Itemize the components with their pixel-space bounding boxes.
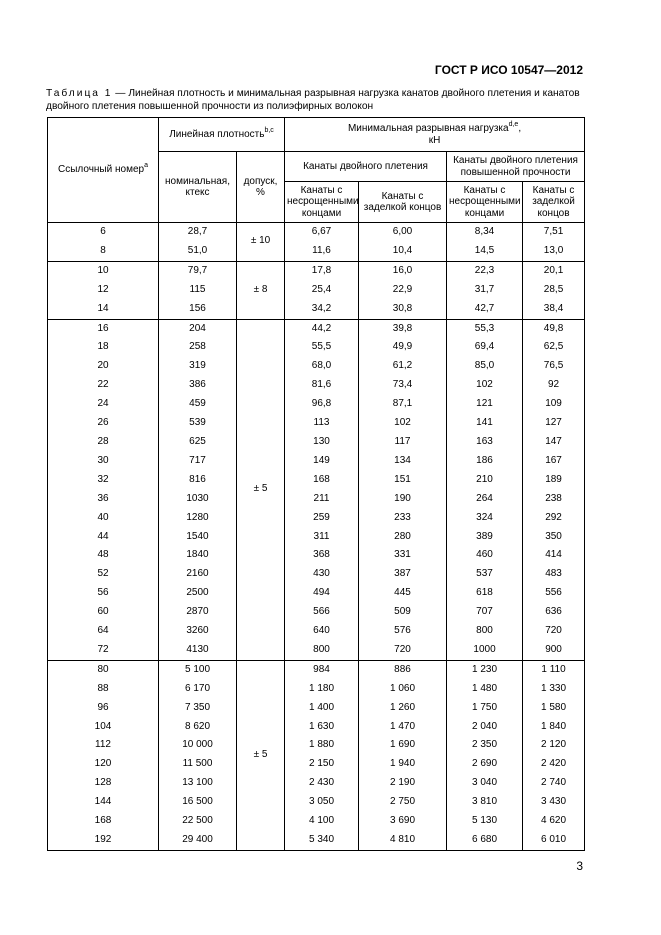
unspliced-hs-cell: 324 (447, 509, 523, 528)
ref-number-cell: 80 (48, 660, 159, 679)
ref-number-cell: 44 (48, 528, 159, 547)
spliced-cell: 190 (359, 490, 447, 509)
table-row (48, 433, 585, 452)
unspliced-hs-cell: 163 (447, 433, 523, 452)
unspliced-hs-cell: 121 (447, 395, 523, 414)
spliced-cell: 576 (359, 622, 447, 641)
unspliced-hs-cell: 55,3 (447, 319, 523, 338)
unspliced-hs-cell: 2 690 (447, 755, 523, 774)
unspliced-cell: 311 (285, 528, 359, 547)
spliced-hs-cell: 483 (523, 565, 585, 584)
spliced-cell: 720 (359, 641, 447, 660)
unspliced-cell: 368 (285, 546, 359, 565)
nominal-cell: 1540 (159, 528, 237, 547)
unspliced-cell: 984 (285, 660, 359, 679)
unspliced-hs-cell: 85,0 (447, 357, 523, 376)
unspliced-hs-cell: 186 (447, 452, 523, 471)
ref-number-cell: 52 (48, 565, 159, 584)
header-linear-density: Линейная плотность$^{b,c}$ (159, 118, 285, 152)
unspliced-cell: 494 (285, 584, 359, 603)
spliced-cell: 16,0 (359, 261, 447, 280)
spliced-cell: 331 (359, 546, 447, 565)
table-row (48, 223, 585, 242)
header-double-braid-hs: Канаты двойного плетения повышенной прочности (447, 152, 585, 182)
unspliced-hs-cell: 1000 (447, 641, 523, 660)
ref-number-cell: 104 (48, 718, 159, 737)
tolerance-cell: ± 5 (237, 319, 285, 660)
unspliced-hs-cell: 618 (447, 584, 523, 603)
unspliced-cell: 1 400 (285, 699, 359, 718)
unspliced-hs-cell: 31,7 (447, 281, 523, 300)
nominal-cell: 79,7 (159, 261, 237, 280)
unspliced-cell: 4 100 (285, 812, 359, 831)
unspliced-cell: 800 (285, 641, 359, 660)
caption-lead: Таблица 1 (46, 88, 113, 99)
table-row (48, 565, 585, 584)
table-row (48, 774, 585, 793)
nominal-cell: 204 (159, 319, 237, 338)
spliced-hs-cell: 292 (523, 509, 585, 528)
spliced-hs-cell: 720 (523, 622, 585, 641)
spliced-hs-cell: 38,4 (523, 300, 585, 319)
ref-number-cell: 24 (48, 395, 159, 414)
unspliced-hs-cell: 537 (447, 565, 523, 584)
ref-number-cell: 30 (48, 452, 159, 471)
ref-number-cell: 40 (48, 509, 159, 528)
nominal-cell: 258 (159, 338, 237, 357)
spliced-hs-cell: 92 (523, 376, 585, 395)
nominal-cell: 2870 (159, 603, 237, 622)
spliced-cell: 280 (359, 528, 447, 547)
spliced-cell: 49,9 (359, 338, 447, 357)
unspliced-cell: 6,67 (285, 223, 359, 242)
spliced-hs-cell: 414 (523, 546, 585, 565)
spliced-hs-cell: 4 620 (523, 812, 585, 831)
table-row (48, 509, 585, 528)
spliced-cell: 1 060 (359, 680, 447, 699)
table-row (48, 736, 585, 755)
nominal-cell: 1840 (159, 546, 237, 565)
unspliced-cell: 1 180 (285, 680, 359, 699)
unspliced-hs-cell: 141 (447, 414, 523, 433)
spliced-hs-cell: 1 330 (523, 680, 585, 699)
spliced-hs-cell: 49,8 (523, 319, 585, 338)
spliced-hs-cell: 147 (523, 433, 585, 452)
unspliced-cell: 11,6 (285, 242, 359, 261)
ref-number-cell: 10 (48, 261, 159, 280)
unspliced-cell: 113 (285, 414, 359, 433)
unspliced-cell: 566 (285, 603, 359, 622)
table-body (48, 223, 585, 851)
unspliced-cell: 17,8 (285, 261, 359, 280)
tolerance-cell: ± 5 (237, 660, 285, 850)
table-row (48, 831, 585, 850)
unspliced-hs-cell: 42,7 (447, 300, 523, 319)
spliced-cell: 151 (359, 471, 447, 490)
spliced-hs-cell: 2 420 (523, 755, 585, 774)
header-min-break-load: Минимальная разрывная нагрузка$^{d,e}$, кН (285, 118, 585, 152)
document-header: ГОСТ Р ИСО 10547—2012 (434, 63, 583, 77)
ref-number-cell: 168 (48, 812, 159, 831)
spliced-cell: 61,2 (359, 357, 447, 376)
caption-text: — Линейная плотность и минимальная разрывная нагрузка канатов двойного плетения и канатов двойного плетения повышенной прочности из полиэфирных волокон (46, 88, 580, 112)
ref-number-cell: 48 (48, 546, 159, 565)
unspliced-hs-cell: 210 (447, 471, 523, 490)
nominal-cell: 319 (159, 357, 237, 376)
unspliced-cell: 2 430 (285, 774, 359, 793)
unspliced-hs-cell: 14,5 (447, 242, 523, 261)
table-row (48, 242, 585, 261)
unspliced-cell: 430 (285, 565, 359, 584)
spliced-cell: 3 690 (359, 812, 447, 831)
nominal-cell: 717 (159, 452, 237, 471)
page-number: 3 (576, 859, 583, 873)
spliced-cell: 22,9 (359, 281, 447, 300)
spliced-hs-cell: 167 (523, 452, 585, 471)
table-row (48, 546, 585, 565)
header-nominal: номинальная, ктекс (159, 152, 237, 223)
unspliced-cell: 55,5 (285, 338, 359, 357)
ref-number-cell: 96 (48, 699, 159, 718)
nominal-cell: 3260 (159, 622, 237, 641)
spliced-cell: 87,1 (359, 395, 447, 414)
ref-number-cell: 32 (48, 471, 159, 490)
ref-number-cell: 56 (48, 584, 159, 603)
table-row (48, 471, 585, 490)
ref-number-cell: 12 (48, 281, 159, 300)
header-unspliced: Канаты с несрощенными концами (285, 182, 359, 223)
spliced-cell: 10,4 (359, 242, 447, 261)
unspliced-hs-cell: 102 (447, 376, 523, 395)
spliced-cell: 2 750 (359, 793, 447, 812)
table-row (48, 755, 585, 774)
unspliced-hs-cell: 389 (447, 528, 523, 547)
unspliced-hs-cell: 264 (447, 490, 523, 509)
table-row (48, 395, 585, 414)
spliced-hs-cell: 109 (523, 395, 585, 414)
ref-number-cell: 28 (48, 433, 159, 452)
spliced-cell: 102 (359, 414, 447, 433)
table-row (48, 319, 585, 338)
header-tolerance: допуск, % (237, 152, 285, 223)
unspliced-cell: 68,0 (285, 357, 359, 376)
spliced-hs-cell: 1 840 (523, 718, 585, 737)
header-spliced: Канаты с заделкой концов (359, 182, 447, 223)
ref-number-cell: 14 (48, 300, 159, 319)
spliced-cell: 73,4 (359, 376, 447, 395)
table-row (48, 680, 585, 699)
unspliced-cell: 5 340 (285, 831, 359, 850)
table-row (48, 718, 585, 737)
unspliced-cell: 149 (285, 452, 359, 471)
nominal-cell: 22 500 (159, 812, 237, 831)
nominal-cell: 8 620 (159, 718, 237, 737)
spliced-cell: 886 (359, 660, 447, 679)
spliced-hs-cell: 76,5 (523, 357, 585, 376)
unspliced-cell: 96,8 (285, 395, 359, 414)
header-spliced-hs: Канаты с заделкой концов (523, 182, 585, 223)
unspliced-hs-cell: 1 750 (447, 699, 523, 718)
spliced-cell: 509 (359, 603, 447, 622)
unspliced-hs-cell: 3 040 (447, 774, 523, 793)
unspliced-hs-cell: 1 480 (447, 680, 523, 699)
nominal-cell: 16 500 (159, 793, 237, 812)
nominal-cell: 4130 (159, 641, 237, 660)
unspliced-hs-cell: 1 230 (447, 660, 523, 679)
nominal-cell: 11 500 (159, 755, 237, 774)
spliced-cell: 134 (359, 452, 447, 471)
spliced-hs-cell: 1 580 (523, 699, 585, 718)
ref-number-cell: 192 (48, 831, 159, 850)
ref-number-cell: 22 (48, 376, 159, 395)
unspliced-cell: 130 (285, 433, 359, 452)
spliced-hs-cell: 900 (523, 641, 585, 660)
nominal-cell: 539 (159, 414, 237, 433)
spliced-cell: 1 260 (359, 699, 447, 718)
nominal-cell: 13 100 (159, 774, 237, 793)
spliced-cell: 39,8 (359, 319, 447, 338)
tolerance-cell: ± 8 (237, 261, 285, 319)
unspliced-hs-cell: 460 (447, 546, 523, 565)
table-row (48, 452, 585, 471)
table-row (48, 414, 585, 433)
nominal-cell: 29 400 (159, 831, 237, 850)
nominal-cell: 28,7 (159, 223, 237, 242)
spliced-hs-cell: 636 (523, 603, 585, 622)
spliced-hs-cell: 1 110 (523, 660, 585, 679)
unspliced-hs-cell: 800 (447, 622, 523, 641)
unspliced-cell: 1 630 (285, 718, 359, 737)
table-row (48, 528, 585, 547)
unspliced-cell: 1 880 (285, 736, 359, 755)
nominal-cell: 625 (159, 433, 237, 452)
ref-number-cell: 6 (48, 223, 159, 242)
unspliced-hs-cell: 707 (447, 603, 523, 622)
nominal-cell: 1030 (159, 490, 237, 509)
table-row (48, 584, 585, 603)
unspliced-cell: 168 (285, 471, 359, 490)
table-row (48, 261, 585, 280)
data-table (47, 117, 585, 851)
nominal-cell: 6 170 (159, 680, 237, 699)
header-unspliced-hs: Канаты с несрощенными концами (447, 182, 523, 223)
table-row (48, 357, 585, 376)
ref-number-cell: 36 (48, 490, 159, 509)
spliced-hs-cell: 2 740 (523, 774, 585, 793)
unspliced-hs-cell: 2 040 (447, 718, 523, 737)
table-row (48, 812, 585, 831)
unspliced-hs-cell: 6 680 (447, 831, 523, 850)
spliced-hs-cell: 62,5 (523, 338, 585, 357)
ref-number-cell: 26 (48, 414, 159, 433)
unspliced-cell: 25,4 (285, 281, 359, 300)
spliced-cell: 6,00 (359, 223, 447, 242)
nominal-cell: 386 (159, 376, 237, 395)
spliced-cell: 1 940 (359, 755, 447, 774)
table-row (48, 376, 585, 395)
unspliced-hs-cell: 5 130 (447, 812, 523, 831)
spliced-hs-cell: 189 (523, 471, 585, 490)
unspliced-hs-cell: 8,34 (447, 223, 523, 242)
spliced-cell: 4 810 (359, 831, 447, 850)
unspliced-cell: 81,6 (285, 376, 359, 395)
spliced-hs-cell: 13,0 (523, 242, 585, 261)
table-row (48, 641, 585, 660)
spliced-hs-cell: 127 (523, 414, 585, 433)
header-ref-number: Ссылочный номер$^a$ (48, 118, 159, 223)
table-row (48, 281, 585, 300)
ref-number-cell: 64 (48, 622, 159, 641)
spliced-hs-cell: 20,1 (523, 261, 585, 280)
ref-number-cell: 72 (48, 641, 159, 660)
nominal-cell: 10 000 (159, 736, 237, 755)
ref-number-cell: 20 (48, 357, 159, 376)
ref-number-cell: 120 (48, 755, 159, 774)
spliced-cell: 1 470 (359, 718, 447, 737)
unspliced-cell: 211 (285, 490, 359, 509)
unspliced-hs-cell: 2 350 (447, 736, 523, 755)
table-row (48, 622, 585, 641)
spliced-cell: 30,8 (359, 300, 447, 319)
spliced-hs-cell: 7,51 (523, 223, 585, 242)
spliced-cell: 233 (359, 509, 447, 528)
spliced-hs-cell: 350 (523, 528, 585, 547)
table-row (48, 660, 585, 679)
ref-number-cell: 16 (48, 319, 159, 338)
table-row (48, 793, 585, 812)
spliced-cell: 2 190 (359, 774, 447, 793)
spliced-cell: 445 (359, 584, 447, 603)
nominal-cell: 2160 (159, 565, 237, 584)
spliced-cell: 387 (359, 565, 447, 584)
nominal-cell: 156 (159, 300, 237, 319)
unspliced-cell: 34,2 (285, 300, 359, 319)
spliced-hs-cell: 2 120 (523, 736, 585, 755)
ref-number-cell: 128 (48, 774, 159, 793)
ref-number-cell: 8 (48, 242, 159, 261)
unspliced-cell: 2 150 (285, 755, 359, 774)
nominal-cell: 816 (159, 471, 237, 490)
nominal-cell: 51,0 (159, 242, 237, 261)
spliced-hs-cell: 238 (523, 490, 585, 509)
unspliced-hs-cell: 22,3 (447, 261, 523, 280)
ref-number-cell: 144 (48, 793, 159, 812)
table-row (48, 699, 585, 718)
unspliced-cell: 640 (285, 622, 359, 641)
tolerance-cell: ± 10 (237, 223, 285, 262)
table-row (48, 338, 585, 357)
unspliced-cell: 259 (285, 509, 359, 528)
table-row (48, 490, 585, 509)
spliced-hs-cell: 6 010 (523, 831, 585, 850)
ref-number-cell: 88 (48, 680, 159, 699)
spliced-hs-cell: 28,5 (523, 281, 585, 300)
nominal-cell: 115 (159, 281, 237, 300)
table-row (48, 603, 585, 622)
nominal-cell: 459 (159, 395, 237, 414)
unspliced-hs-cell: 3 810 (447, 793, 523, 812)
header-double-braid: Канаты двойного плетения (285, 152, 447, 182)
nominal-cell: 2500 (159, 584, 237, 603)
unspliced-cell: 44,2 (285, 319, 359, 338)
unspliced-cell: 3 050 (285, 793, 359, 812)
unspliced-hs-cell: 69,4 (447, 338, 523, 357)
nominal-cell: 5 100 (159, 660, 237, 679)
spliced-cell: 1 690 (359, 736, 447, 755)
table-row (48, 300, 585, 319)
nominal-cell: 7 350 (159, 699, 237, 718)
ref-number-cell: 112 (48, 736, 159, 755)
nominal-cell: 1280 (159, 509, 237, 528)
spliced-cell: 117 (359, 433, 447, 452)
ref-number-cell: 18 (48, 338, 159, 357)
spliced-hs-cell: 3 430 (523, 793, 585, 812)
table-caption (46, 88, 586, 113)
ref-number-cell: 60 (48, 603, 159, 622)
spliced-hs-cell: 556 (523, 584, 585, 603)
